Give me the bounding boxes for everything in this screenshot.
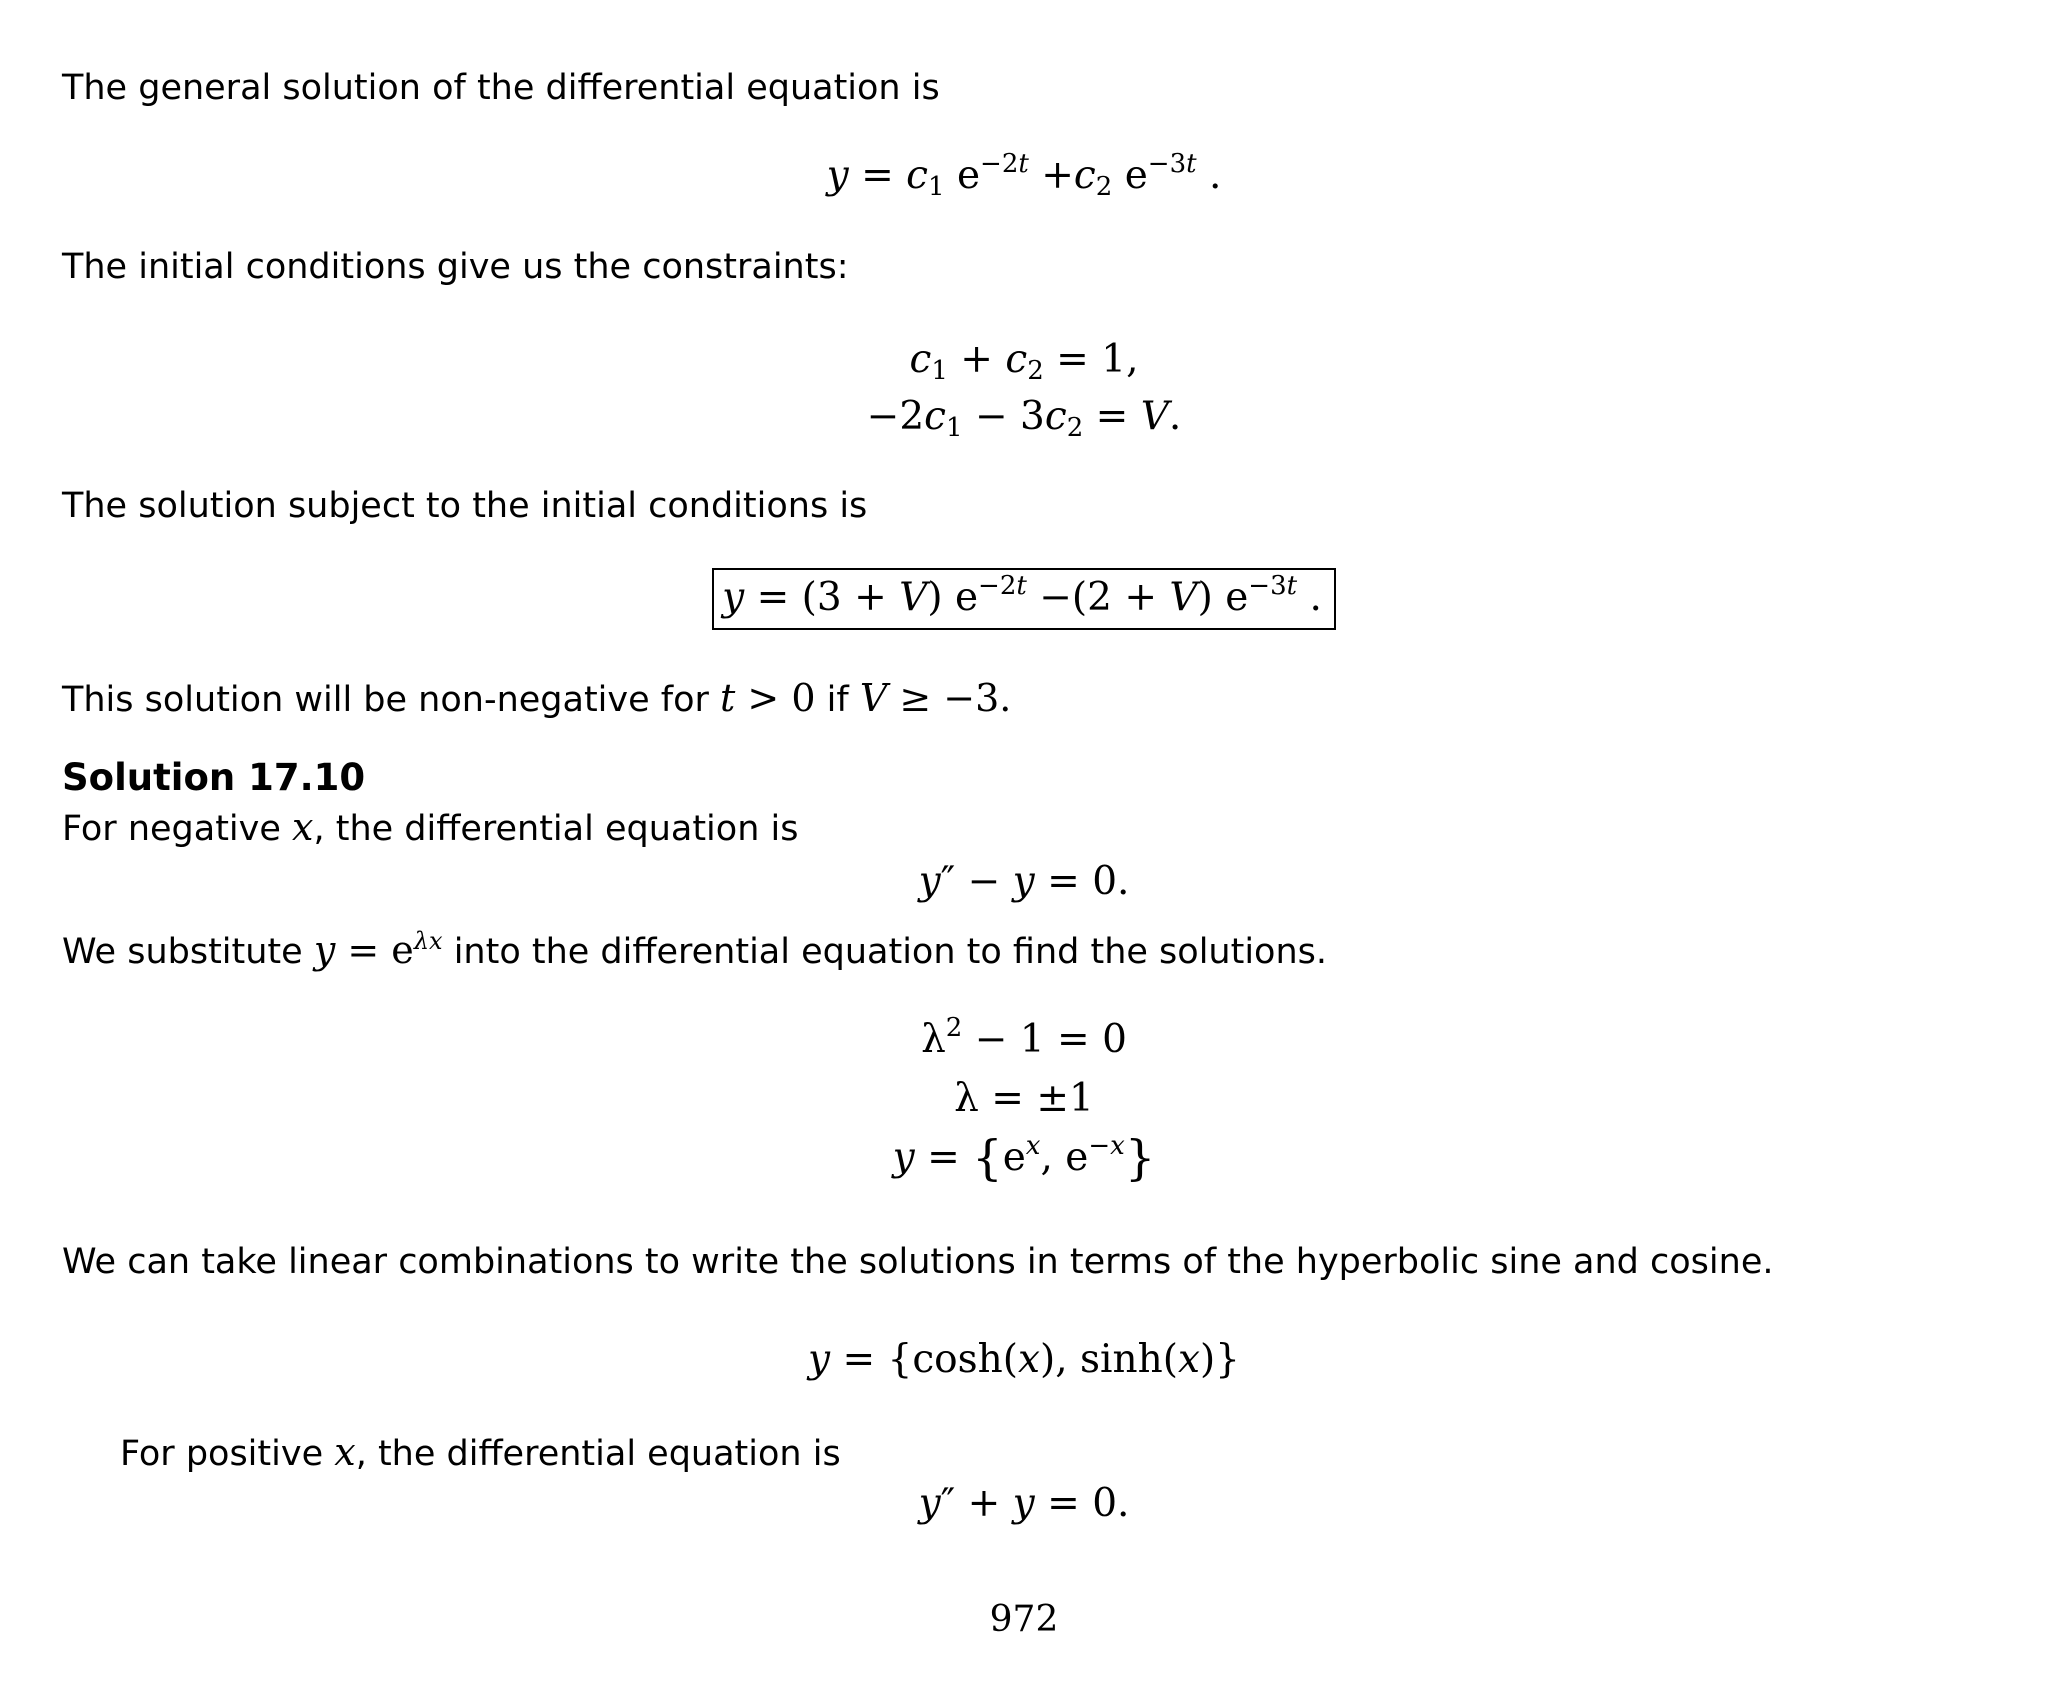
- equation-constraint-2: $-2c_1 - 3c_2 = V$.: [866, 394, 1182, 443]
- equation-hyperbolic-solutions: y = {cosh(x), sinh(x)}: [808, 1337, 1240, 1382]
- paragraph-general-solution: The general solution of the differential equation is: [62, 68, 940, 108]
- paragraph-non-negative: [62, 676, 1011, 722]
- paragraph-negative-x: [62, 805, 798, 851]
- paragraph-positive-x: [120, 1430, 841, 1476]
- equation-general-solution: $y = c_1$ $e^{-2t} +c_2$ $e^{-3t}$ .: [826, 149, 1222, 202]
- equation-characteristic: $\lambda^2 - 1 = 0$: [921, 1013, 1127, 1062]
- nonneg-text-if: if: [826, 680, 849, 720]
- equation-negative-x: y″ − y = 0.: [918, 859, 1130, 904]
- section-heading: Solution 17.10: [62, 756, 366, 799]
- nonneg-condition-v: V ≥ −3.: [859, 676, 1012, 720]
- neg-variable: x: [292, 805, 314, 849]
- equation-boxed-solution: [0, 568, 2048, 630]
- equation-lambda-roots: λ = ±1: [954, 1076, 1094, 1121]
- paragraph-linear-combinations: We can take linear combinations to write the solutions in terms of the hyperbolic sine and cosine.: [62, 1242, 1774, 1282]
- sub-text-a: We substitute: [62, 932, 303, 972]
- sub-equation: $y = e^{\lambda x}$: [313, 927, 443, 972]
- neg-text-b: , the differential equation is: [313, 809, 799, 849]
- equation-exponential-solutions: $y = \{e^x$, $e^{-x}$}: [892, 1130, 1156, 1186]
- boxed-result: y = (3 + V) $e^{-2t} -(2 + V)$ $e^{-3t}$ .: [712, 568, 1336, 630]
- page-number: 972: [989, 1599, 1059, 1640]
- sub-text-b: into the differential equation to find the solutions.: [453, 932, 1328, 972]
- pos-text-b: , the differential equation is: [355, 1434, 841, 1474]
- equation-positive-x: y″ + y = 0.: [918, 1481, 1130, 1526]
- paragraph-initial-conditions: The initial conditions give us the constraints:: [62, 247, 849, 287]
- paragraph-subject-to-conditions: The solution subject to the initial conditions is: [62, 486, 868, 526]
- nonneg-text-a: This solution will be non-negative for: [62, 680, 709, 720]
- equation-constraint-1: $c_1 + c_2 = 1$,: [909, 337, 1139, 386]
- paragraph-substitute: [62, 928, 1327, 974]
- pos-text-a: For positive: [120, 1434, 324, 1474]
- neg-text-a: For negative: [62, 809, 281, 849]
- pos-variable: x: [334, 1430, 356, 1474]
- nonneg-condition-t: t > 0: [720, 676, 816, 720]
